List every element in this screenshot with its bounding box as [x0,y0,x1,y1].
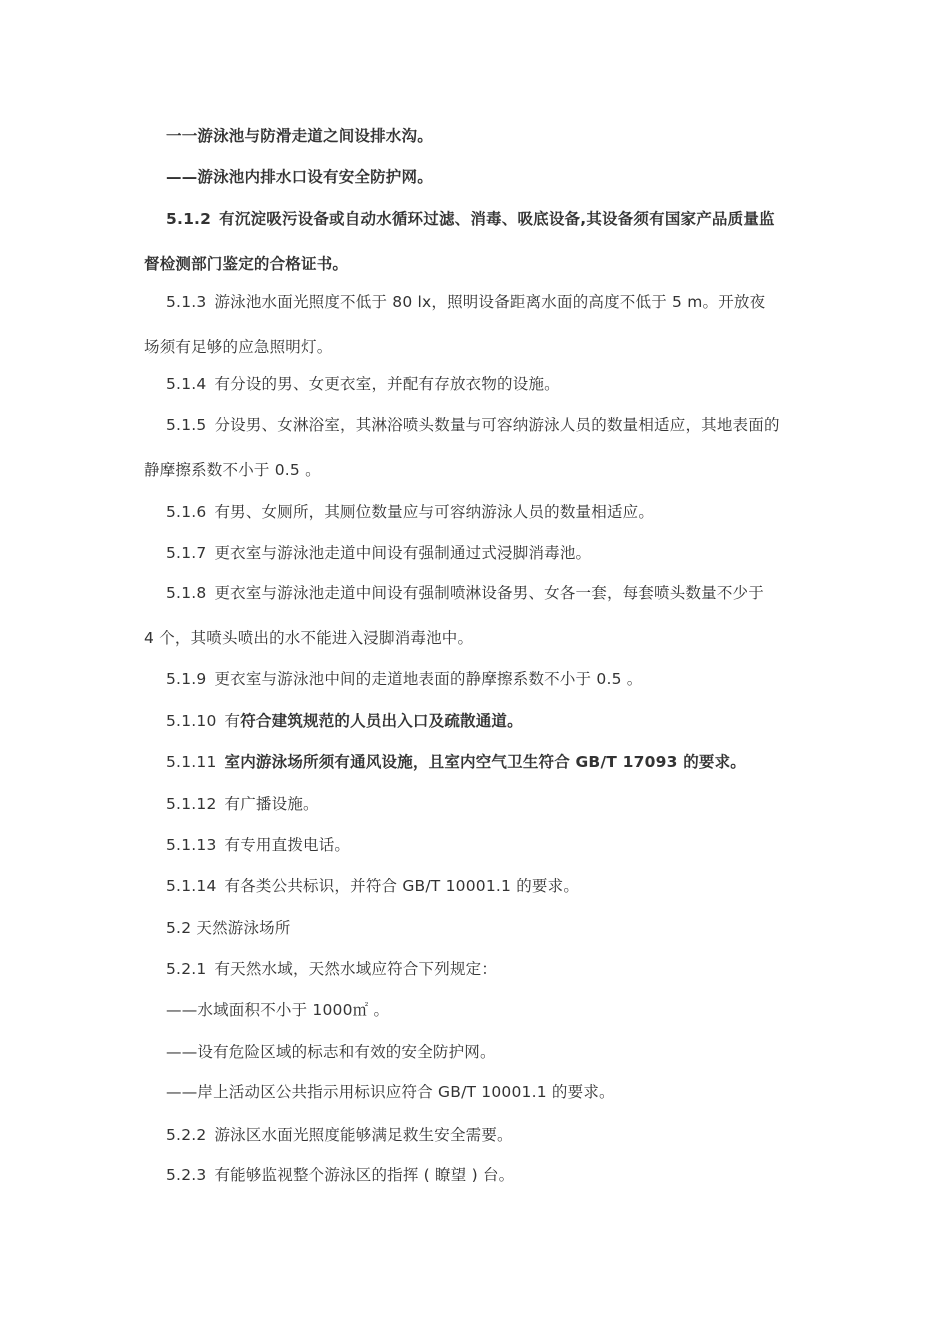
clause-5-1-5-continuation [144,460,321,480]
clause-5-1-14 [166,876,579,896]
clause-5-1-7 [166,543,591,563]
clause-number: 5.1.7 [166,544,207,562]
clause-5-1-8 [166,583,764,603]
clause-5-1-2-continuation [144,254,348,274]
clause-text: 有天然水域，天然水域应符合下列规定： [214,960,498,978]
clause-number: 5.1.10 [166,712,217,730]
line-text: ——游泳池内排水口设有安全防护网。 [166,168,433,186]
bullet-water-area [166,1000,389,1020]
clause-5-1-9 [166,669,642,689]
clause-number: 5.1.3 [166,293,207,311]
line-text: 场须有足够的应急照明灯。 [144,338,333,356]
clause-5-1-4 [166,374,560,394]
clause-number: 5.1.6 [166,503,207,521]
clause-5-1-10 [166,711,523,731]
clause-5-1-5 [166,415,780,435]
clause-5-1-13 [166,835,350,855]
clause-text: 有分设的男、女更衣室，并配有存放衣物的设施。 [214,375,560,393]
clause-5-1-11 [166,752,746,772]
line-text: ——设有危险区域的标志和有效的安全防护网。 [166,1043,496,1061]
section-heading-5-2 [166,918,291,938]
clause-5-1-8-continuation [144,628,473,648]
clause-text: 更衣室与游泳池走道中间设有强制喷淋设备男、女各一套，每套喷头数量不少于 [214,584,764,602]
line-text: ——水域面积不小于 1000㎡ 。 [166,1001,390,1019]
clause-number: 5.1.12 [166,795,217,813]
clause-text: 符合建筑规范的人员出入口及疏散通道。 [240,712,523,730]
line-text: 督检测部门鉴定的合格证书。 [144,255,349,273]
clause-text: 有沉淀吸污设备或自动水循环过滤、消毒、吸底设备,其设备须有国家产品质量监 [219,210,775,228]
clause-5-1-2 [166,209,775,229]
clause-number: 5.1.14 [166,877,217,895]
clause-number: 5.1.13 [166,836,217,854]
clause-number: 5.1.2 [166,210,212,228]
clause-number: 5.1.4 [166,375,207,393]
clause-text: 室内游泳场所须有通风设施，且室内空气卫生符合 GB/T 17093 的要求。 [224,753,747,771]
line-text: ——岸上活动区公共指示用标识应符合 GB/T 10001.1 的要求。 [166,1083,615,1101]
line-text: 4 个，其喷头喷出的水不能进入浸脚消毒池中。 [144,629,474,647]
bullet-drain-safety-net [166,167,433,187]
clause-text: 有广播设施。 [224,795,319,813]
clause-text: 更衣室与游泳池走道中间设有强制通过式浸脚消毒池。 [214,544,592,562]
clause-number: 5.2.1 [166,960,207,978]
clause-number: 5.2.3 [166,1166,207,1184]
clause-5-1-12 [166,794,319,814]
clause-text: 游泳区水面光照度能够满足救生安全需要。 [214,1126,513,1144]
clause-number: 5.1.5 [166,416,207,434]
clause-text: 有能够监视整个游泳区的指挥 ( 瞭望 ) 台。 [214,1166,515,1184]
clause-5-2-3 [166,1165,514,1185]
clause-number: 5.1.11 [166,753,217,771]
bullet-danger-zone [166,1042,496,1062]
clause-prefix: 有 [224,712,241,730]
clause-number: 5.1.8 [166,584,207,602]
clause-5-2-1 [166,959,497,979]
clause-5-1-3-continuation [144,337,332,357]
clause-text: 游泳池水面光照度不低于 80 lx，照明设备距离水面的高度不低于 5 m。开放夜 [214,293,766,311]
clause-text: 有男、女厕所，其厕位数量应与可容纳游泳人员的数量相适应。 [214,503,655,521]
clause-5-1-6 [166,502,654,522]
clause-text: 分设男、女淋浴室，其淋浴喷头数量与可容纳游泳人员的数量相适应，其地表面的 [214,416,780,434]
clause-number: 5.2.2 [166,1126,207,1144]
line-text: 一一游泳池与防滑走道之间设排水沟。 [166,127,433,145]
bullet-shore-signage [166,1082,615,1102]
clause-text: 更衣室与游泳池中间的走道地表面的静摩擦系数不小于 0.5 。 [214,670,643,688]
clause-5-1-3 [166,292,765,312]
clause-text: 有各类公共标识，并符合 GB/T 10001.1 的要求。 [224,877,580,895]
bullet-drainage-ditch [166,126,433,146]
clause-number: 5.1.9 [166,670,207,688]
line-text: 静摩擦系数不小于 0.5 。 [144,461,321,479]
clause-5-2-2 [166,1125,513,1145]
line-text: 5.2 天然游泳场所 [166,919,291,937]
clause-text: 有专用直拨电话。 [224,836,351,854]
